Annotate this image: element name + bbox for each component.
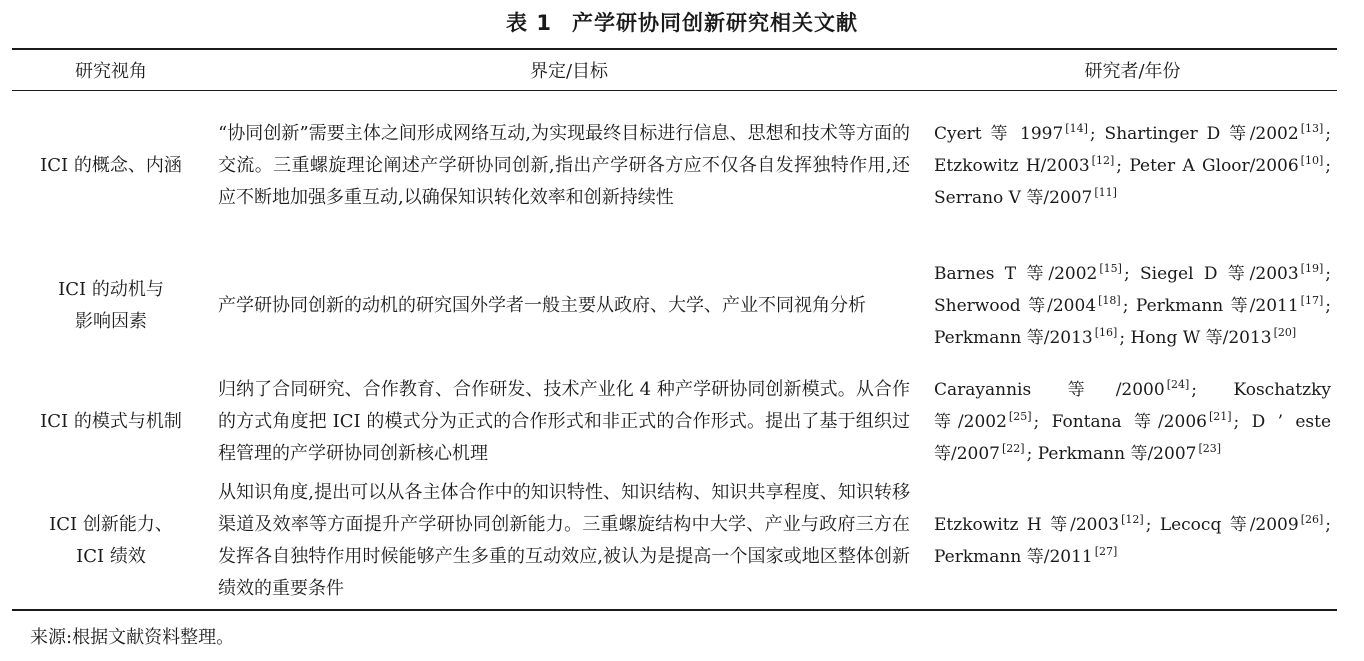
header-definition: 界定/目标 (529, 61, 609, 82)
aspect-line: ICI 创新能力、 (49, 514, 173, 535)
row-aspect (12, 91, 210, 242)
reference: Etzkowitz H/2003 [12] ; (934, 154, 1122, 176)
reference: Peter A Gloor/2006 [10] ; (1129, 154, 1331, 176)
reference: Lecocq 等/2009 [26] ; (1159, 513, 1332, 535)
reference: Perkmann 等/2011 [27] (934, 545, 1118, 567)
reference: Perkmann 等/2011 [17] ; (1135, 294, 1331, 316)
literature-table (12, 48, 1337, 611)
reference: Hong W 等/2013 [20] (1130, 326, 1297, 348)
row-references (928, 473, 1337, 610)
reference: D ’ este 等/2007 [22] ; (934, 412, 1332, 464)
reference: Koschatzky 等/2002 [25] ; (934, 380, 1331, 432)
aspect-line: ICI 的动机与 (58, 279, 164, 300)
row-aspect (12, 473, 210, 610)
reference: Carayannis 等/2000 [24] ; (934, 378, 1198, 400)
reference: Perkmann 等/2007 [23] (1037, 442, 1222, 464)
reference: Etzkowitz H 等/2003 [12] ; (934, 513, 1152, 535)
reference: Barnes T 等/2002 [15] ; (934, 262, 1130, 284)
row-references (928, 91, 1337, 242)
table-row (12, 473, 1337, 610)
table-row (12, 91, 1337, 242)
row-definition: “协同创新”需要主体之间形成网络互动,为实现最终目标进行信息、思想和技术等方面的交流。三重螺旋理论阐述产学研协同创新,指出产学研各方应不仅各自发挥独特作用,还应不断地加强多重互动,以确保知识转化效率和创新持续性 (218, 123, 910, 208)
row-definition: 产学研协同创新的动机的研究国外学者一般主要从政府、大学、产业不同视角分析 (218, 295, 866, 316)
row-definition: 从知识角度,提出可以从各主体合作中的知识特性、知识结构、知识共享程度、知识转移渠道及效率等方面提升产学研协同创新能力。三重螺旋结构中大学、产业与政府三方在发挥各自独特作用时候能够产生多重的互动效应,被认为是提高一个国家或地区整体创新绩效的重要条件 (218, 482, 910, 599)
table-header-row (12, 49, 1337, 91)
table-number: 表 1 (506, 11, 552, 35)
reference: Shartinger D 等/2002 [13] ; (1104, 122, 1332, 144)
row-aspect (12, 371, 210, 473)
table-row (12, 371, 1337, 473)
row-definition: 归纳了合同研究、合作教育、合作研发、技术产业化 4 种产学研协同创新模式。从合作的方式角度把 ICI 的模式分为正式的合作形式和非正式的合作形式。提出了基于组织过程管理的产学研协同创新核心机理 (218, 379, 910, 464)
aspect-text: ICI 的概念、内涵 (40, 155, 182, 176)
reference: Serrano V 等/2007 [11] (934, 186, 1117, 208)
header-researchers: 研究者/年份 (1084, 61, 1181, 82)
table-row (12, 241, 1337, 371)
reference: Perkmann 等/2013 [16] ; (934, 326, 1126, 348)
reference: Cyert 等 1997 [14] ; (934, 122, 1096, 144)
row-aspect (12, 241, 210, 371)
reference: Sherwood 等/2004 [18] ; (934, 294, 1129, 316)
aspect-text: ICI 的模式与机制 (40, 411, 182, 432)
source-note: 来源:根据文献资料整理。 (30, 627, 235, 648)
reference: Fontana 等/2006 [21] ; (1051, 410, 1240, 432)
row-references (928, 371, 1337, 473)
aspect-line: ICI 绩效 (76, 546, 146, 567)
table-title (0, 8, 1364, 38)
table-caption: 产学研协同创新研究相关文献 (571, 11, 858, 35)
header-aspect: 研究视角 (75, 61, 147, 82)
reference: Siegel D 等/2003 [19] ; (1140, 262, 1331, 284)
aspect-line: 影响因素 (75, 311, 147, 332)
row-references (928, 241, 1337, 371)
